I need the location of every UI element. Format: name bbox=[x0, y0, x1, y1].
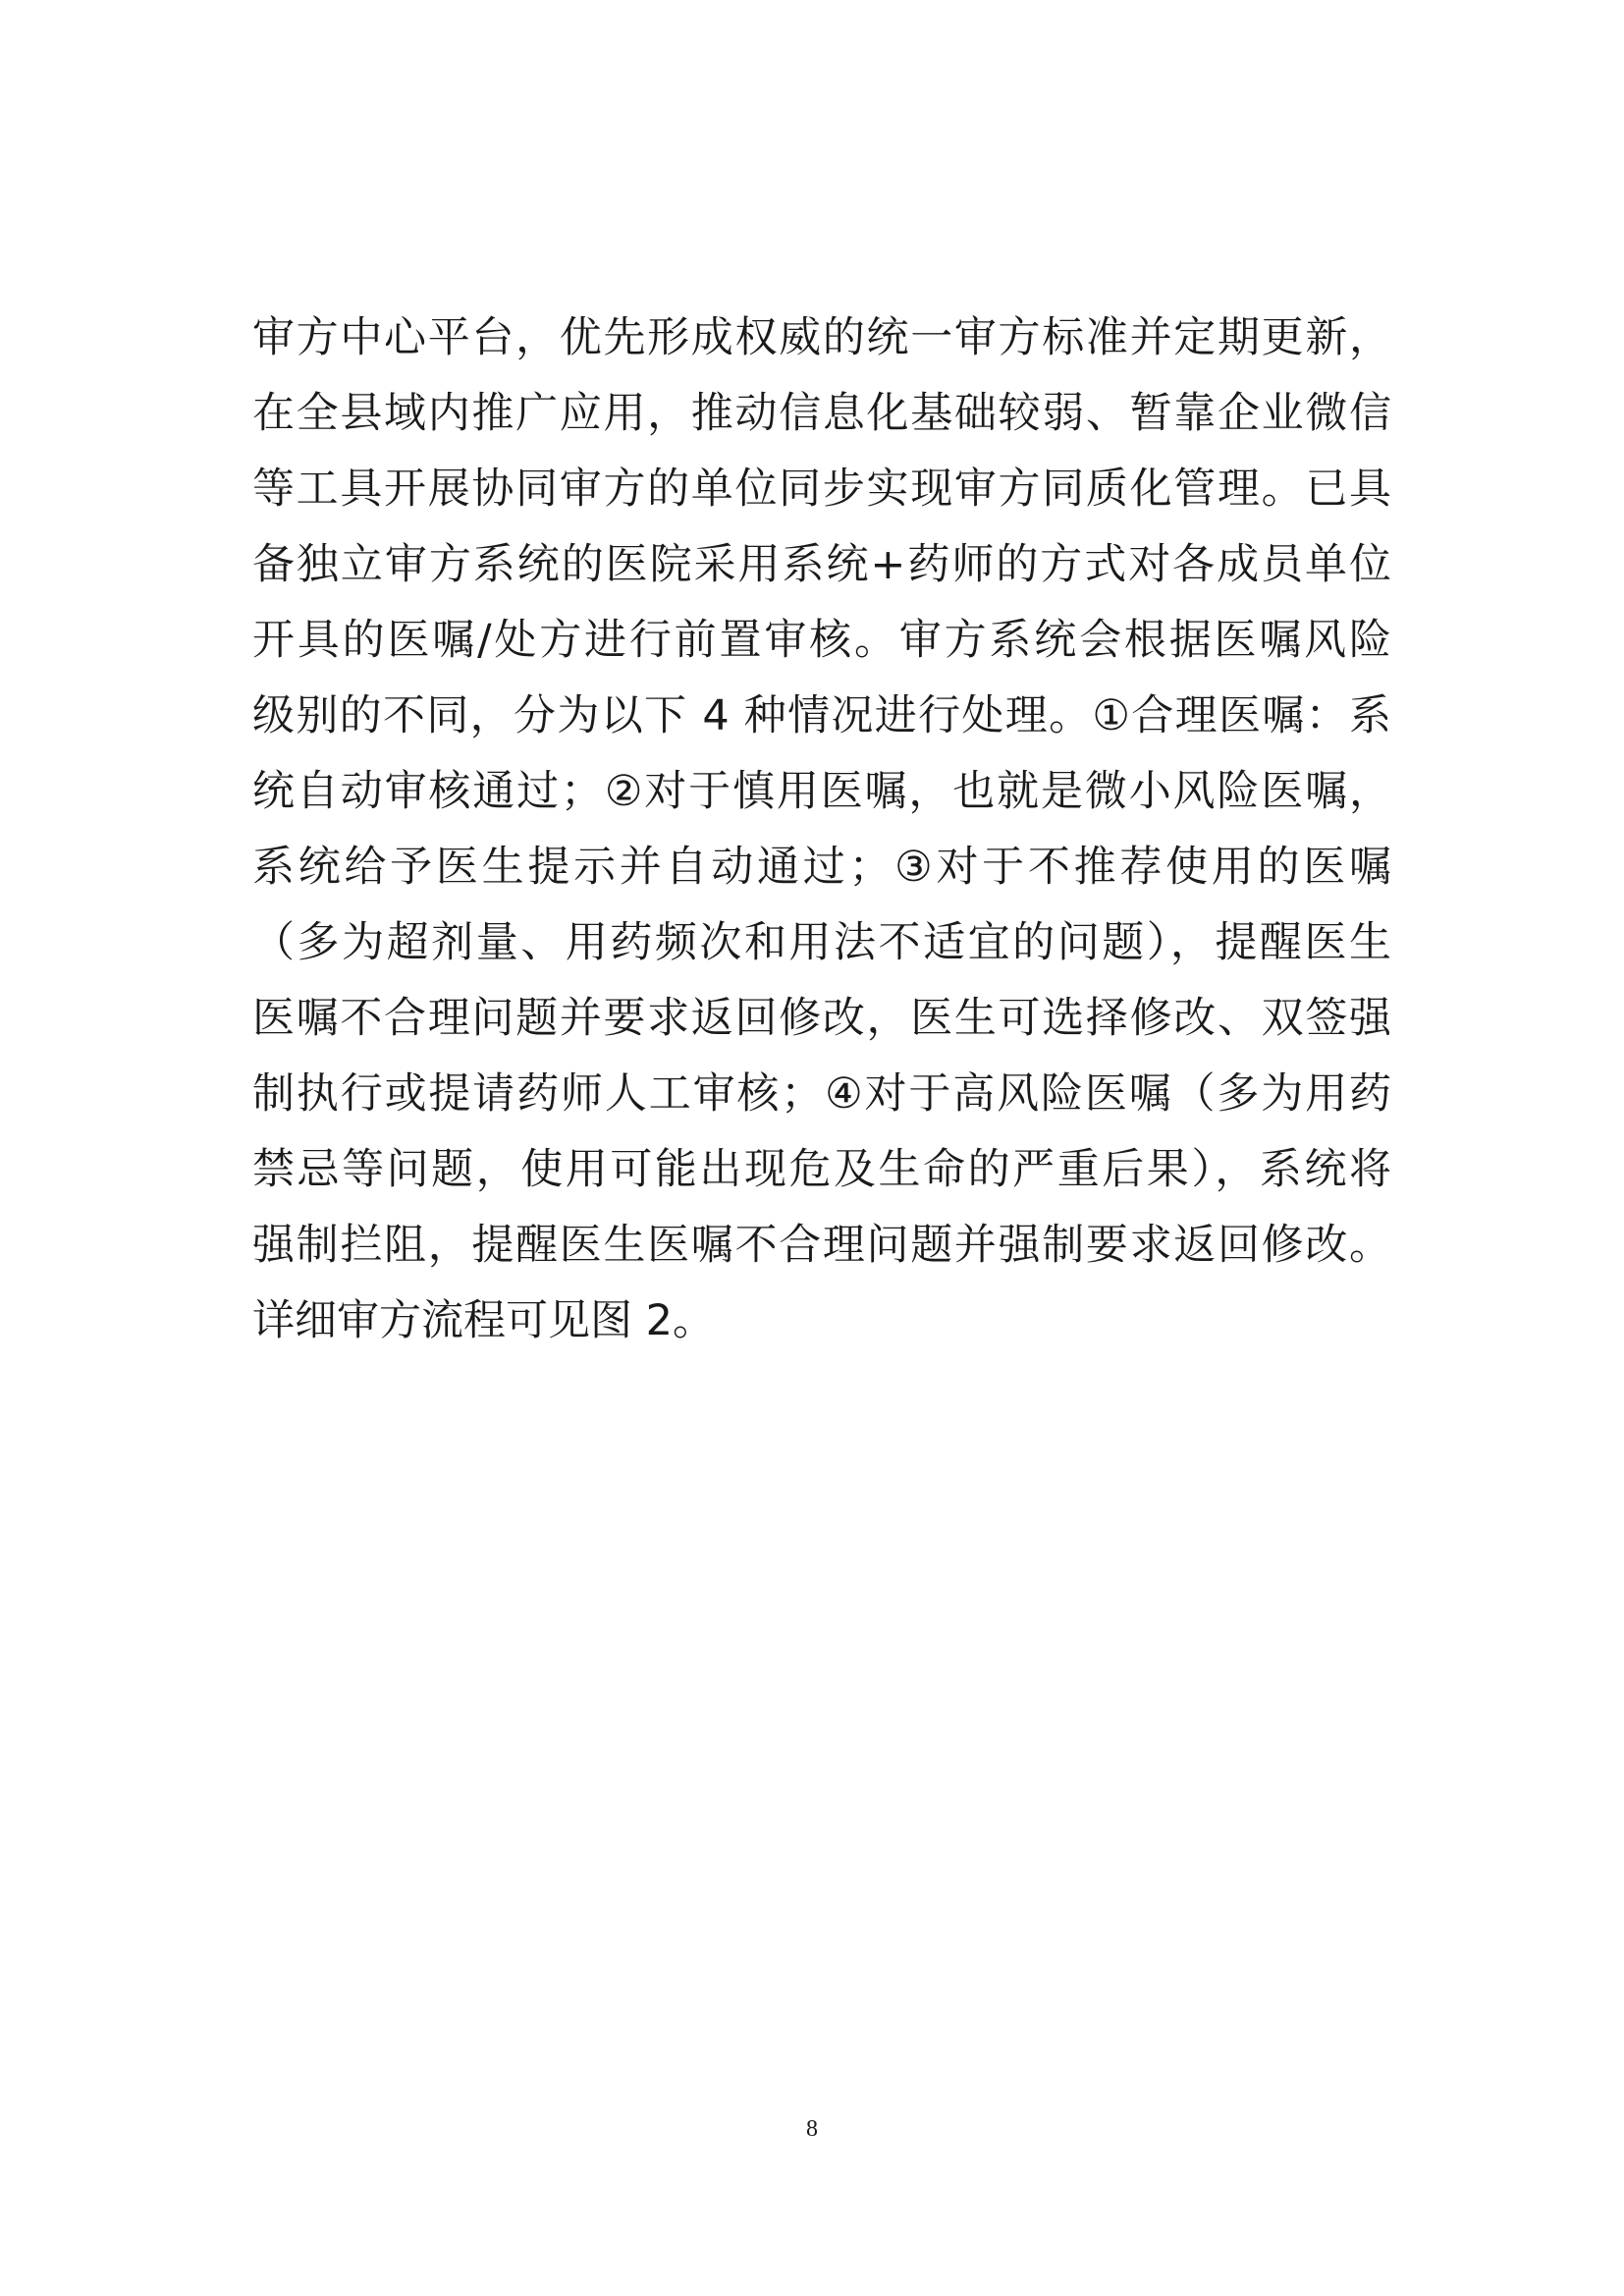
paragraph-line: 开具的医嘱/处方进行前置审核。审方系统会根据医嘱风险 bbox=[252, 616, 1391, 665]
paragraph-line: 系统给予医生提示并自动通过；③对于不推荐使用的医嘱 bbox=[252, 843, 1391, 892]
paragraph-line: 强制拦阻，提醒医生医嘱不合理问题并强制要求返回修改。 bbox=[252, 1221, 1391, 1270]
paragraph-line: 审方中心平台，优先形成权威的统一审方标准并定期更新， bbox=[252, 313, 1391, 362]
paragraph-line: 制执行或提请药师人工审核；④对于高风险医嘱（多为用药 bbox=[252, 1069, 1391, 1119]
paragraph-line: 禁忌等问题，使用可能出现危及生命的严重后果），系统将 bbox=[252, 1145, 1391, 1194]
paragraph-line: （多为超剂量、用药频次和用法不适宜的问题），提醒医生 bbox=[252, 918, 1391, 967]
paragraph-line: 统自动审核通过；②对于慎用医嘱，也就是微小风险医嘱， bbox=[252, 767, 1391, 816]
page-number: 8 bbox=[806, 2116, 818, 2142]
paragraph-line: 在全县域内推广应用，推动信息化基础较弱、暂靠企业微信 bbox=[252, 389, 1391, 438]
paragraph-line: 备独立审方系统的医院采用系统+药师的方式对各成员单位 bbox=[252, 540, 1391, 589]
body-paragraph bbox=[252, 301, 1391, 1359]
paragraph-line: 等工具开展协同审方的单位同步实现审方同质化管理。已具 bbox=[252, 465, 1391, 514]
paragraph-line: 医嘱不合理问题并要求返回修改，医生可选择修改、双签强 bbox=[252, 994, 1391, 1043]
paragraph-line: 级别的不同，分为以下 4 种情况进行处理。①合理医嘱：系 bbox=[252, 691, 1391, 740]
paragraph-line-last: 详细审方流程可见图 2。 bbox=[252, 1296, 716, 1345]
